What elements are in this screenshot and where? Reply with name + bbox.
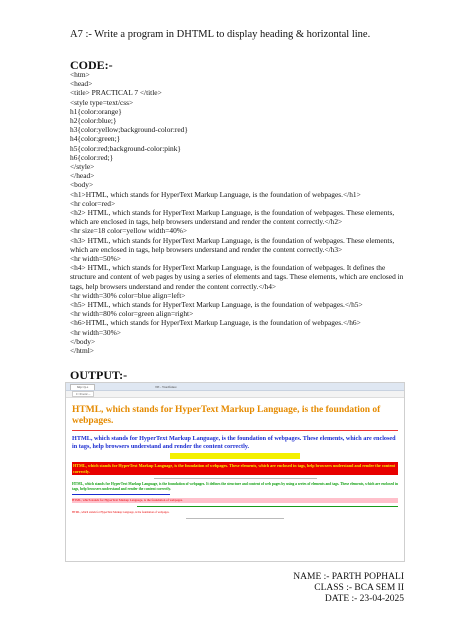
code-line: h5{color:red;background-color:pink} (70, 143, 181, 153)
code-line: <hr color=red> (70, 198, 116, 208)
output-heading: OUTPUT:- (70, 368, 128, 382)
code-line: <style type=text/css> (70, 97, 134, 107)
rendered-h6: HTML, which stands for HyperText Markup Language, is the foundation of webpages. (72, 510, 170, 514)
submission-date: DATE :- 23-04-2025 (324, 594, 404, 604)
code-listing (70, 70, 405, 355)
address-bar[interactable] (66, 391, 404, 398)
window-title: NE - Wordfuture (155, 384, 177, 389)
code-line: <hr width=50%> (70, 254, 121, 264)
code-line: h6{color:red;} (70, 152, 114, 162)
browser-screenshot (65, 382, 405, 562)
address-text[interactable]: C:/Users/... (72, 391, 94, 397)
hr-half (154, 478, 317, 479)
code-line: </body> (70, 336, 96, 346)
code-line: h3{color:yellow;background-color:red} (70, 125, 188, 135)
code-line: <hr size=18 color=yellow width=40%> (70, 226, 188, 236)
browser-titlebar (66, 383, 404, 391)
browser-tab[interactable]: http://p.s (70, 384, 95, 390)
rendered-h4: HTML, which stands for HyperText Markup Language, is the foundation of webpages. It defines the structure and content of web pages by using a series of elements and tags. These elements, which are enclosed in tags, help browsers understand and render the content correctly. (72, 482, 398, 491)
code-line: <head> (70, 79, 93, 89)
rendered-h5: HTML, which stands for HyperText Markup Language, is the foundation of webpages. (72, 498, 398, 503)
code-line: h1{color:orange} (70, 106, 122, 116)
rendered-h2: HTML, which stands for HyperText Markup Language, is the foundation of webpages. These elements, which are enclosed in tags, help browsers understand and render the content correctly. (72, 435, 396, 450)
code-line: h4{color:green;} (70, 134, 121, 144)
code-line: <h1>HTML, which stands for HyperText Markup Language, is the foundation of webpages.</h1> (70, 189, 361, 199)
code-line: <htm> (70, 70, 90, 79)
code-line: <hr width=30% color=blue align=left> (70, 290, 186, 300)
rendered-h1: HTML, which stands for HyperText Markup Language, is the foundation of webpages. (72, 405, 381, 426)
code-line: <title> PRACTICAL 7 </title> (70, 88, 162, 98)
code-heading: CODE:- (70, 58, 113, 72)
hr-green (137, 506, 398, 507)
code-line: h2{color:blue;} (70, 116, 117, 126)
code-line: <body> (70, 180, 94, 190)
code-line: <h2> HTML, which stands for HyperText Markup Language, is the foundation of webpages. These elements, which are enclosed in tags, help browsers understand and render the content correctly.</h2> (70, 208, 397, 227)
code-line: <h5> HTML, which stands for HyperText Markup Language, is the foundation of webpages.</h5> (70, 300, 363, 310)
hr-red (72, 430, 398, 431)
question-text: A7 :- Write a program in DHTML to display heading & horizontal line. (70, 29, 371, 40)
student-class: CLASS :- BCA SEM II (314, 583, 404, 593)
hr-thirty (186, 518, 284, 519)
student-info (293, 572, 404, 605)
code-line: <h4> HTML, which stands for HyperText Markup Language, is the foundation of webpages. It defines the structure and content of web pages by using a series of elements and tags. These elements, which are enclosed in tags, help browsers understand and render the content correctly.</h4> (70, 263, 406, 291)
rendered-h3: HTML, which stands for HyperText Markup Language, is the foundation of webpages. These elements, which are enclosed in tags, help browsers understand and render the content correctly. (72, 462, 398, 475)
code-line: <hr width=80% color=green align=right> (70, 309, 194, 319)
hr-yellow (170, 453, 300, 459)
student-name: NAME :- PARTH POPHALI (293, 572, 404, 582)
code-line: <h6>HTML, which stands for HyperText Markup Language, is the foundation of webpages.</h6> (70, 318, 361, 328)
hr-blue (72, 494, 170, 495)
rendered-page (66, 398, 404, 525)
code-line: </style> (70, 162, 95, 172)
code-line: </head> (70, 171, 95, 181)
code-line: </html> (70, 346, 94, 356)
code-line: <hr width=30%> (70, 327, 121, 337)
code-line: <h3> HTML, which stands for HyperText Markup Language, is the foundation of webpages. These elements, which are enclosed in tags, help browsers understand and render the content correctly.</h3> (70, 235, 397, 254)
